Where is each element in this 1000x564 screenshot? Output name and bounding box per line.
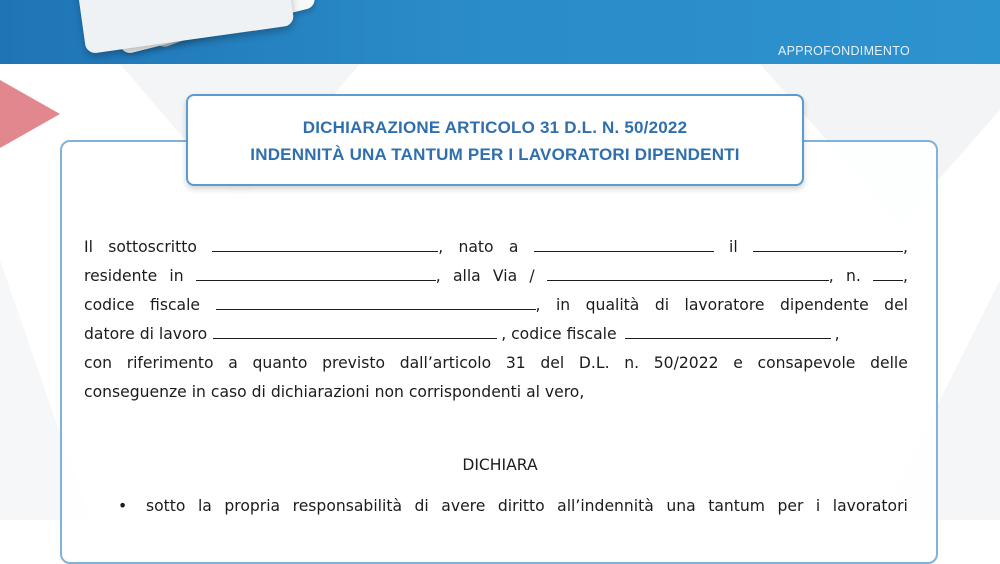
employer-blank-field[interactable]	[213, 320, 497, 339]
list-item	[118, 497, 908, 515]
title-line-1: DICHIARAZIONE ARTICOLO 31 D.L. N. 50/2022	[302, 118, 688, 137]
bullet-icon: •	[118, 497, 128, 515]
declare-heading: DICHIARA	[462, 456, 538, 474]
paper-stack-image	[75, 0, 294, 54]
employer-tax-code-blank-field[interactable]	[625, 320, 831, 339]
form-line: con riferimento a quanto previsto dall’articolo 31 del D.L. n. 50/2022 e consapevole delle	[84, 354, 908, 372]
name-blank-field[interactable]	[212, 233, 438, 252]
title-line-2: INDENNITÀ UNA TANTUM PER I LAVORATORI DIPENDENTI	[250, 145, 740, 164]
title-box	[186, 94, 804, 186]
residence-blank-field[interactable]	[196, 262, 436, 281]
tax-code-blank-field[interactable]	[216, 291, 536, 310]
form-line: residente in , alla Via / , n. ,	[84, 262, 908, 291]
birthdate-blank-field[interactable]	[753, 233, 903, 252]
section-label: APPROFONDIMENTO	[777, 44, 910, 58]
decorative-arrow-icon	[0, 80, 60, 148]
form-line: Il sottoscritto , nato a il ,	[84, 233, 908, 262]
header-banner	[0, 0, 1000, 64]
form-line: conseguenze in caso di dichiarazioni non corrispondenti al vero,	[84, 383, 585, 401]
street-blank-field[interactable]	[547, 262, 829, 281]
form-body	[84, 233, 908, 407]
street-number-blank-field[interactable]	[873, 262, 903, 281]
birthplace-blank-field[interactable]	[534, 233, 714, 252]
form-line: datore di lavoro , codice fiscale ,	[84, 320, 908, 349]
bullet-text: sotto la propria responsabilità di avere diritto all’indennità una tantum per i lavoratori	[146, 497, 908, 515]
form-line: codice fiscale , in qualità di lavoratore dipendente del	[84, 291, 908, 320]
